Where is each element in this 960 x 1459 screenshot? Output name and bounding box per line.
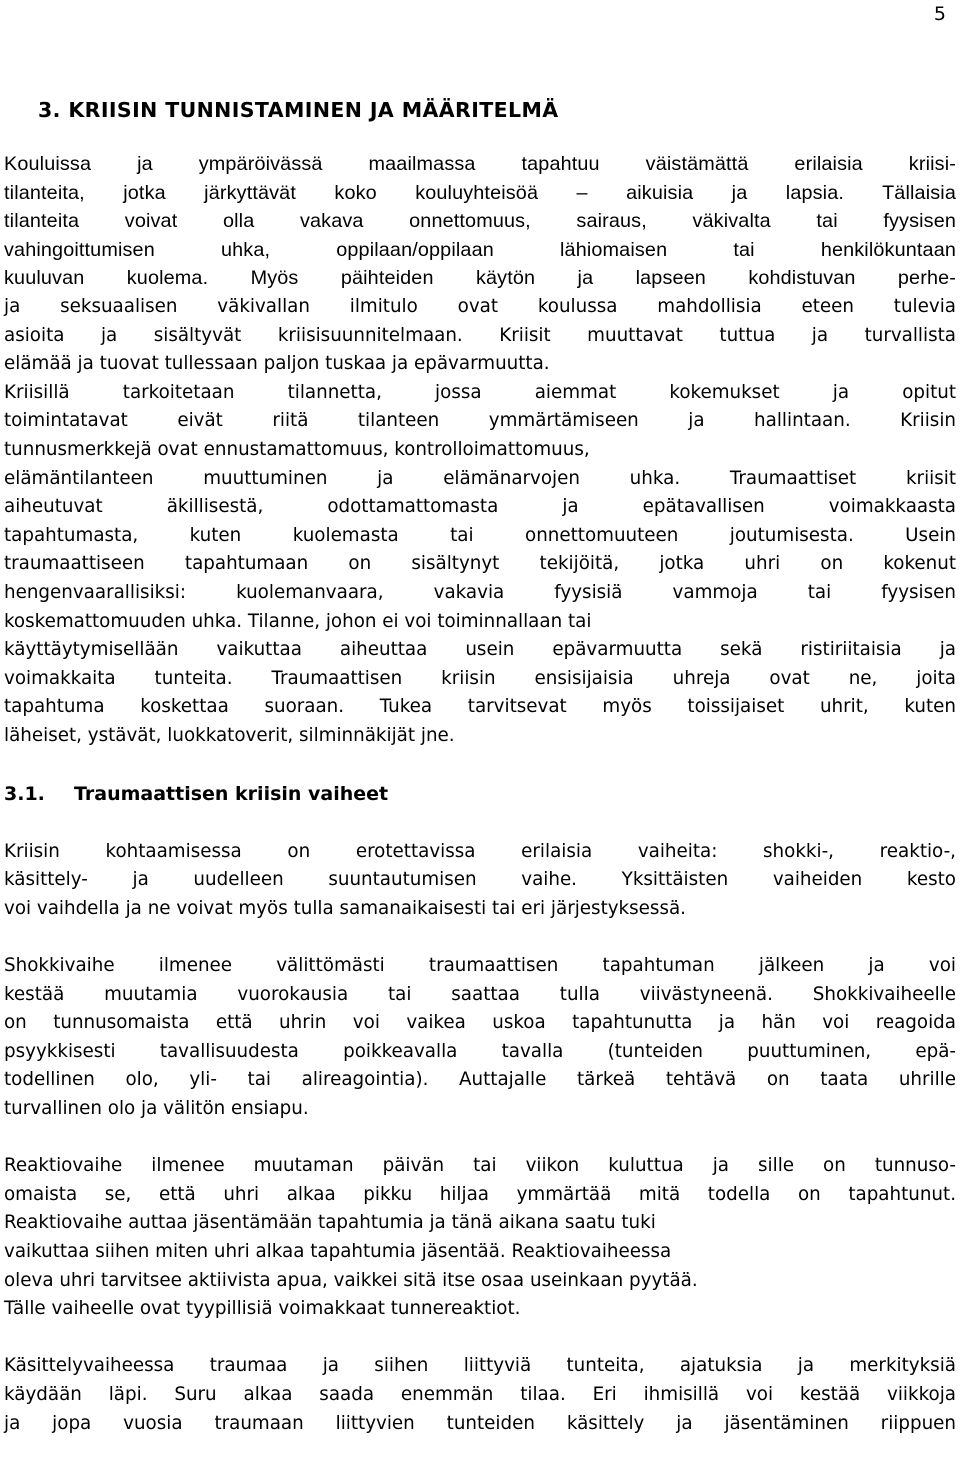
text-line: ja seksuaalisen väkivallan ilmitulo ovat koulussa mahdollisia eteen tulevia [4, 295, 956, 317]
text-line: Kriisin kohtaamisessa on erotettavissa erilaisia vaiheita: shokki-, reaktio-, [4, 840, 956, 862]
text-line: voimakkaita tunteita. Traumaattisen kriisin ensisijaisia uhreja ovat ne, joita [4, 667, 956, 689]
text-line: voi vaihdella ja ne voivat myös tulla samanaikaisesti tai eri järjestyksessä. [4, 897, 686, 919]
text-line: omaista se, että uhri alkaa pikku hiljaa ymmärtää mitä todella on tapahtunut. [4, 1183, 956, 1205]
text-line: elämäntilanteen muuttuminen ja elämänarvojen uhka. Traumaattiset kriisit [4, 467, 956, 489]
text-line: vaikuttaa siihen miten uhri alkaa tapahtumia jäsentää. Reaktiovaiheessa [4, 1240, 672, 1262]
text-line: käydään läpi. Suru alkaa saada enemmän tilaa. Eri ihmisillä voi kestää viikkoja [4, 1383, 956, 1405]
text-line: vahingoittumisen uhka, oppilaan/oppilaan lähiomaisen tai henkilökuntaan [4, 238, 956, 261]
text-line: psyykkisesti tavallisuudesta poikkeavalla tavalla (tunteiden puuttuminen, epä- [4, 1040, 956, 1062]
text-line: Käsittelyvaiheessa traumaa ja siihen liittyviä tunteita, ajatuksia ja merkityksiä [4, 1355, 956, 1377]
text-line: Shokkivaihe ilmenee välittömästi traumaattisen tapahtuman jälkeen ja voi [4, 955, 956, 977]
section-paragraph [4, 838, 956, 924]
text-line: käyttäytymisellään vaikuttaa aiheuttaa usein epävarmuutta sekä ristiriitaisia ja [4, 639, 956, 661]
text-line: hengenvaarallisiksi: kuolemanvaara, vakavia fyysisiä vammoja tai fyysisen [4, 581, 956, 603]
text-line: kestää muutamia vuorokausia tai saattaa tulla viivästyneenä. Shokkivaiheelle [4, 983, 956, 1005]
text-line: on tunnusomaista että uhrin voi vaikea uskoa tapahtunutta ja hän voi reagoida [4, 1012, 956, 1034]
text-line: todellinen olo, yli- tai alireagointia). Auttajalle tärkeä tehtävä on taata uhrille [4, 1069, 956, 1091]
text-line: elämää ja tuovat tullessaan paljon tuskaa ja epävarmuutta. [4, 353, 550, 375]
text-line: ja jopa vuosia traumaan liittyvien tunteiden käsittely ja jäsentäminen riippuen [4, 1412, 956, 1434]
text-line: tunnusmerkkejä ovat ennustamattomuus, kontrolloimattomuus, [4, 438, 590, 460]
section-title: Traumaattisen kriisin vaiheet [74, 783, 389, 806]
text-line: Kouluissa ja ympäröivässä maailmassa tapahtuu väistämättä erilaisia kriisi- [4, 153, 956, 175]
section-number: 3.1. [4, 783, 45, 806]
text-line: Reaktiovaihe ilmenee muutaman päivän tai viikon kuluttua ja sille on tunnuso- [4, 1155, 956, 1177]
text-line: tapahtumasta, kuten kuolemasta tai onnettomuuteen joutumisesta. Usein [4, 524, 956, 546]
text-line: Tälle vaiheelle ovat tyypillisiä voimakkaat tunnereaktiot. [4, 1298, 521, 1320]
section-paragraph [4, 1152, 956, 1324]
chapter-intro-paragraph [4, 150, 956, 750]
section-paragraph [4, 1352, 956, 1438]
text-line: läheiset, ystävät, luokkatoverit, silminnäkijät jne. [4, 724, 455, 746]
text-line: tilanteita voivat olla vakava onnettomuus, sairaus, väkivalta tai fyysisen [4, 210, 956, 233]
document-body [4, 95, 956, 1438]
text-line: Kriisillä tarkoitetaan tilannetta, jossa aiemmat kokemukset ja opitut [4, 381, 956, 403]
text-line: oleva uhri tarvitsee aktiivista apua, vaikkei sitä itse osaa useinkaan pyytää. [4, 1269, 698, 1291]
text-line: asioita ja sisältyvät kriisisuunnitelmaan. Kriisit muuttavat tuttua ja turvallista [4, 324, 956, 346]
text-line: koskemattomuuden uhka. Tilanne, johon ei voi toiminnallaan tai [4, 610, 592, 632]
text-line: traumaattiseen tapahtumaan on sisältynyt tekijöitä, jotka uhri on kokenut [4, 553, 956, 575]
text-line: tapahtuma koskettaa suoraan. Tukea tarvitsevat myös toissijaiset uhrit, kuten [4, 696, 956, 718]
text-line: aiheutuvat äkillisestä, odottamattomasta ja epätavallisen voimakkaasta [4, 496, 956, 518]
section-paragraph [4, 952, 956, 1124]
section-heading [4, 779, 956, 809]
text-line: kuuluvan kuolema. Myös päihteiden käytön ja lapseen kohdistuvan perhe- [4, 267, 956, 290]
text-line: toimintatavat eivät riitä tilanteen ymmärtämiseen ja hallintaan. Kriisin [4, 410, 956, 432]
chapter-title: 3. KRIISIN TUNNISTAMINEN JA MÄÄRITELMÄ [38, 98, 559, 122]
text-line: käsittely- ja uudelleen suuntautumisen vaihe. Yksittäisten vaiheiden kesto [4, 869, 956, 891]
text-line: turvallinen olo ja välitön ensiapu. [4, 1098, 309, 1119]
text-line: Reaktiovaihe auttaa jäsentämään tapahtumia ja tänä aikana saatu tuki [4, 1212, 656, 1234]
text-line: tilanteita, jotka järkyttävät koko kouluyhteisöä – aikuisia ja lapsia. Tällaisia [4, 181, 956, 204]
page-number: 5 [933, 3, 946, 25]
